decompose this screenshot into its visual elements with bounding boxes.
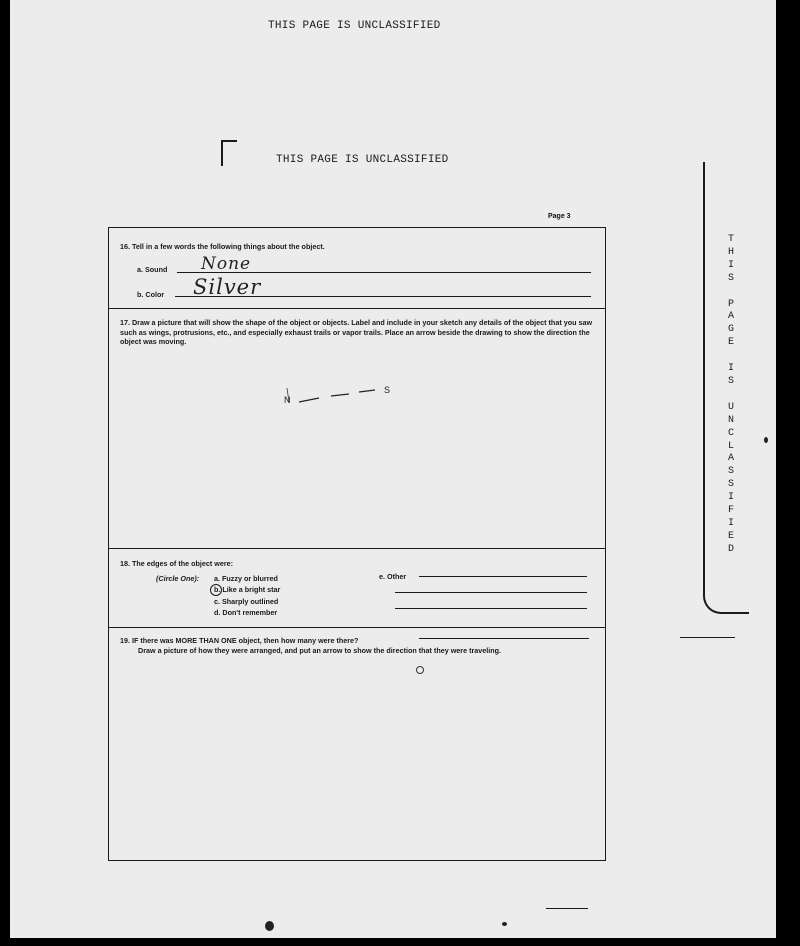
- q19-instruction: Draw a picture of how they were arranged, and put an arrow to show the direction that they were traveling.: [138, 646, 502, 655]
- q18-prompt: 18. The edges of the object were:: [120, 559, 234, 568]
- q18-option-c: c. Sharply outlined: [214, 597, 279, 606]
- scan-artifact: [680, 637, 735, 638]
- divider: [109, 548, 605, 549]
- sketch-label-n: N: [284, 395, 291, 405]
- q18-option-b: b. Like a bright star: [214, 585, 281, 594]
- q19-prompt: 19. IF there was MORE THAN ONE object, then how many were there?: [120, 636, 359, 645]
- inner-classification-banner: THIS PAGE IS UNCLASSIFIED: [276, 154, 449, 166]
- scan-artifact: [265, 921, 274, 931]
- sketch-label-s: S: [384, 385, 391, 395]
- q18-option-a: a. Fuzzy or blurred: [214, 574, 278, 583]
- q17-prompt: 17. Draw a picture that will show the shape of the object or objects. Label and include in your sketch any details of the object that you saw such as wings, protrusions, etc., and especially exhaust trails or vapor trails. Place an arrow beside the drawing to show the direction the object was moving.: [120, 318, 593, 346]
- crop-mark: [221, 140, 237, 166]
- questionnaire-form: [108, 227, 606, 861]
- q18-other-line: [395, 592, 587, 593]
- q16-prompt: 16. Tell in a few words the following things about the object.: [120, 242, 325, 251]
- object-sketch: [279, 378, 399, 418]
- q16-sound-value: None: [201, 254, 252, 274]
- q18-other-line: [395, 608, 587, 609]
- divider: [109, 627, 605, 628]
- q18-other-line: [419, 576, 587, 577]
- sketch-trail: [299, 390, 375, 402]
- selection-circle: [210, 584, 222, 596]
- scan-artifact: [764, 437, 768, 443]
- top-classification-banner: THIS PAGE IS UNCLASSIFIED: [268, 20, 441, 32]
- q19-count-line: [419, 638, 589, 639]
- scan-artifact: [546, 908, 588, 909]
- q18-option-d: d. Don't remember: [214, 608, 278, 617]
- page-label: Page 3: [548, 213, 571, 220]
- side-classification-banner: T H I S P A G E I S U N C L A S S I F I E D: [727, 234, 734, 555]
- scan-artifact: [502, 922, 507, 926]
- q16-sound-label: a. Sound: [137, 265, 168, 274]
- scan-artifact: [416, 666, 424, 674]
- divider: [109, 308, 605, 309]
- q16-color-label: b. Color: [137, 290, 165, 299]
- q16-color-value: Silver: [193, 275, 262, 299]
- q18-instruction: (Circle One):: [156, 574, 200, 583]
- q18-other-label: e. Other: [379, 572, 407, 581]
